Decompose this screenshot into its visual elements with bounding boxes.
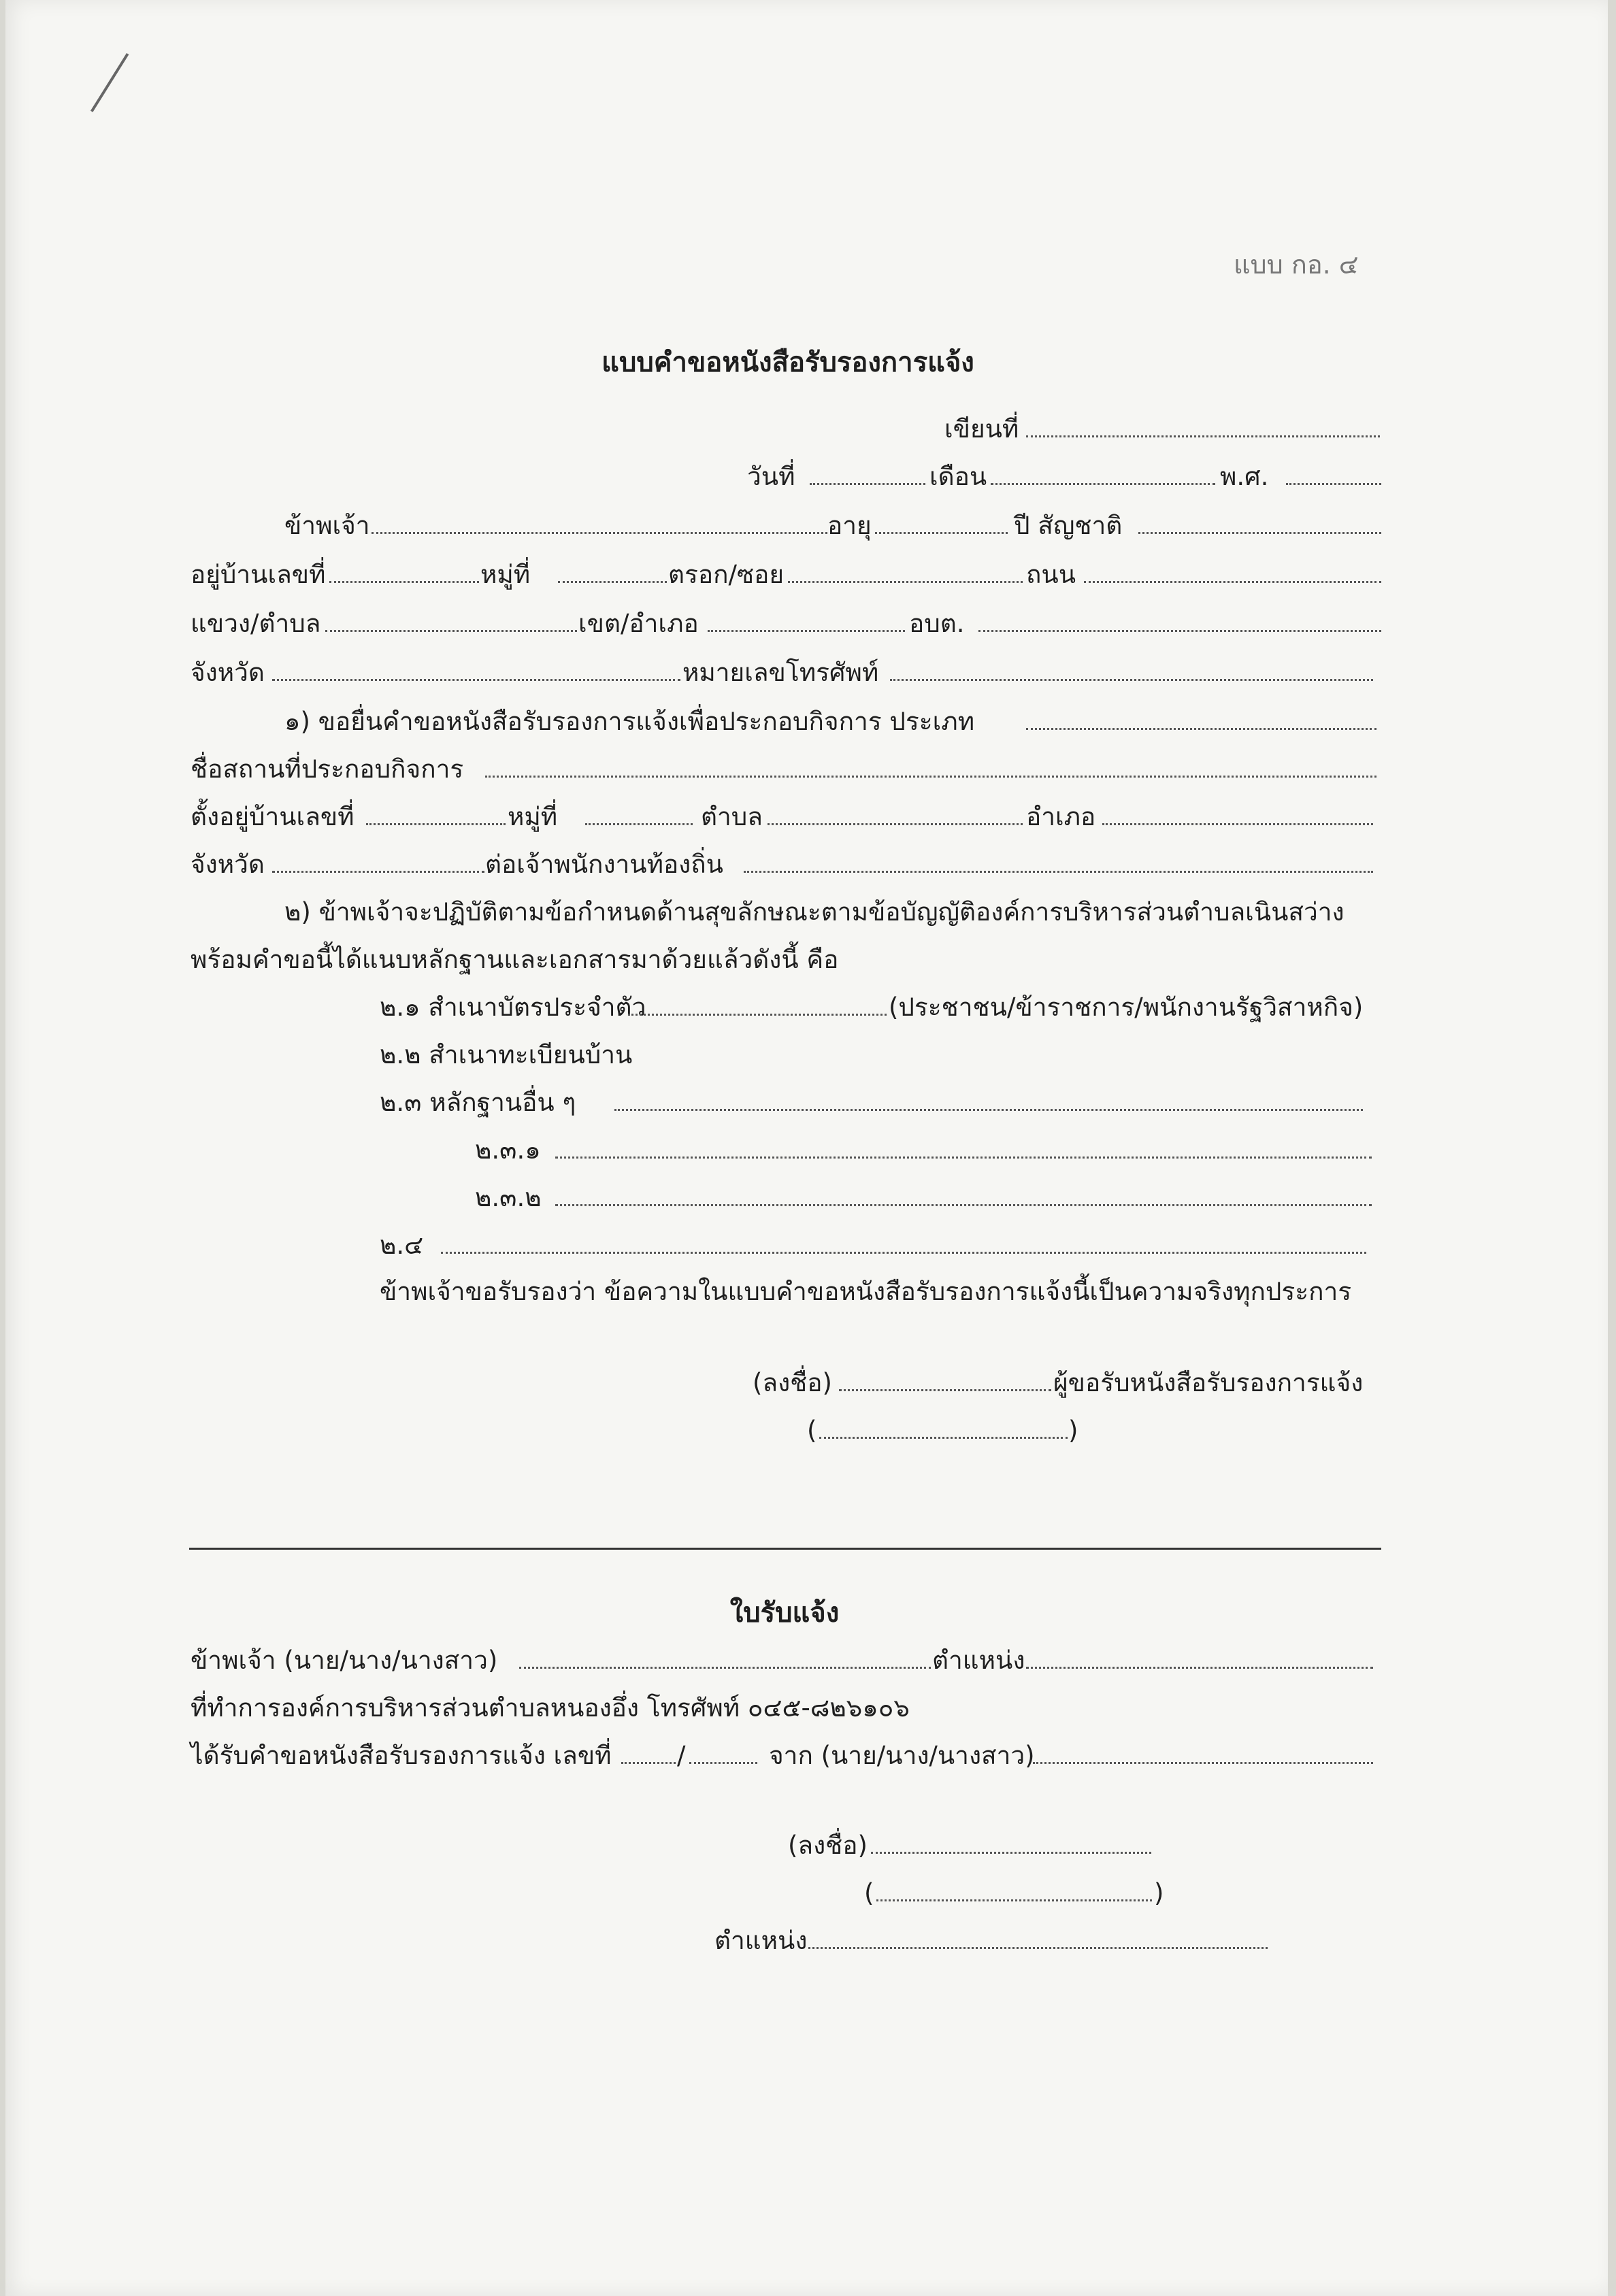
month-field[interactable] — [991, 483, 1215, 485]
sao-field[interactable] — [978, 630, 1381, 632]
year-label: พ.ศ. — [1220, 462, 1269, 491]
item23-label: ๒.๓ หลักฐานอื่น ๆ — [380, 1088, 576, 1117]
subdistrict-label: แขวง/ตำบล — [191, 609, 321, 638]
receipt-position-field[interactable] — [1026, 1667, 1373, 1669]
receipt-from-field[interactable] — [1033, 1762, 1373, 1764]
phone-label: หมายเลขโทรศัพท์ — [682, 658, 879, 687]
receipt-year-field[interactable] — [689, 1762, 757, 1764]
item231-field[interactable] — [555, 1157, 1372, 1159]
applicant-role: ผู้ขอรับหนังสือรับรองการแจ้ง — [1053, 1368, 1364, 1397]
amphoe-field[interactable] — [1102, 823, 1373, 825]
signature-field[interactable] — [839, 1389, 1051, 1391]
receipt-slash: / — [677, 1741, 686, 1770]
item2-line1: ๒) ข้าพเจ้าจะปฏิบัติตามข้อกำหนดด้านสุขลักษณะตามข้อบัญญัติองค์การบริหารส่วนตำบลเนินสว่าง — [284, 897, 1345, 927]
receipt-from-label: จาก (นาย/นาง/นางสาว) — [769, 1741, 1035, 1770]
sign-paren-close: ) — [1068, 1416, 1078, 1445]
subdistrict-field[interactable] — [325, 630, 577, 632]
item21-label: ๒.๑ สำเนาบัตรประจำตัว — [380, 993, 646, 1022]
age-field[interactable] — [875, 532, 1008, 534]
section-divider — [189, 1548, 1381, 1550]
form-code: แบบ กอ. ๔ — [1234, 250, 1359, 280]
form-title: แบบคำขอหนังสือรับรองการแจ้ง — [601, 347, 974, 378]
receipt-position-label: ตำแหน่ง — [932, 1646, 1025, 1675]
soi-field[interactable] — [788, 581, 1023, 583]
receipt-position2-field[interactable] — [808, 1947, 1268, 1949]
business-type-field[interactable] — [1026, 728, 1376, 730]
tambon-field[interactable] — [768, 823, 1023, 825]
month-label: เดือน — [929, 462, 987, 491]
receipt-paren-open: ( — [864, 1878, 874, 1908]
receipt-position2-label: ตำแหน่ง — [714, 1926, 808, 1955]
located-no-field[interactable] — [366, 823, 506, 825]
other-evidence-field[interactable] — [614, 1109, 1363, 1111]
house-no-label: อยู่บ้านเลขที่ — [191, 560, 326, 589]
phone-field[interactable] — [890, 679, 1373, 681]
item231-label: ๒.๓.๑ — [475, 1135, 541, 1165]
receipt-received-label: ได้รับคำขอหนังสือรับรองการแจ้ง เลขที่ — [191, 1741, 612, 1770]
item21-suffix: (ประชาชน/ข้าราชการ/พนักงานรัฐวิสาหกิจ) — [889, 993, 1364, 1022]
amphoe-label: อำเภอ — [1026, 802, 1096, 831]
receipt-number-field[interactable] — [621, 1762, 676, 1764]
item1-label: ๑) ขอยื่นคำขอหนังสือรับรองการแจ้งเพื่อประกอบกิจการ ประเภท — [284, 707, 975, 736]
applicant-label: ข้าพเจ้า — [284, 511, 370, 540]
id-card-field[interactable] — [628, 1014, 887, 1016]
receipt-i-label: ข้าพเจ้า (นาย/นาง/นางสาว) — [191, 1646, 498, 1675]
receipt-officer-name-field[interactable] — [519, 1667, 931, 1669]
written-at-label: เขียนที่ — [944, 414, 1019, 444]
moo2-label: หมู่ที่ — [508, 802, 558, 831]
tambon-label: ตำบล — [701, 802, 763, 831]
applicant-name-field[interactable] — [372, 532, 827, 534]
receipt-signature-field[interactable] — [871, 1852, 1151, 1854]
sign-label: (ลงชื่อ) — [753, 1368, 832, 1397]
province-label: จังหวัด — [191, 658, 265, 687]
located-no-label: ตั้งอยู่บ้านเลขที่ — [191, 802, 354, 831]
business-name-label: ชื่อสถานที่ประกอบกิจการ — [191, 754, 464, 784]
to-officer-label: ต่อเจ้าพนักงานท้องถิ่น — [485, 850, 723, 879]
province2-label: จังหวัด — [191, 850, 265, 879]
house-no-field[interactable] — [329, 581, 479, 583]
item22-label: ๒.๒ สำเนาทะเบียนบ้าน — [380, 1040, 633, 1069]
item232-field[interactable] — [555, 1204, 1372, 1206]
moo-field[interactable] — [558, 581, 667, 583]
soi-label: ตรอก/ซอย — [668, 560, 785, 589]
moo2-field[interactable] — [585, 823, 693, 825]
item24-field[interactable] — [441, 1252, 1366, 1254]
receipt-title: ใบรับแจ้ง — [729, 1597, 840, 1629]
pen-mark — [90, 53, 129, 112]
written-at-field[interactable] — [1026, 435, 1380, 437]
receipt-paren-close: ) — [1154, 1878, 1164, 1908]
to-officer-field[interactable] — [744, 871, 1373, 873]
date-field[interactable] — [810, 483, 925, 485]
item232-label: ๒.๓.๒ — [475, 1183, 542, 1212]
form-paper — [5, 0, 1608, 2296]
district-label: เขต/อำเภอ — [578, 609, 699, 638]
item24-label: ๒.๔ — [380, 1231, 424, 1260]
road-label: ถนน — [1026, 560, 1076, 589]
district-field[interactable] — [708, 630, 905, 632]
nationality-label: ปี สัญชาติ — [1014, 511, 1123, 540]
item2-line2: พร้อมคำขอนี้ได้แนบหลักฐานและเอกสารมาด้วยแล้วดังนี้ คือ — [191, 945, 839, 974]
business-name-field[interactable] — [485, 776, 1376, 778]
province2-field[interactable] — [272, 871, 484, 873]
road-field[interactable] — [1084, 581, 1381, 583]
nationality-field[interactable] — [1138, 532, 1381, 534]
province-field[interactable] — [272, 679, 680, 681]
date-label: วันที่ — [747, 462, 795, 491]
age-label: อายุ — [827, 511, 872, 540]
certify-text: ข้าพเจ้าขอรับรองว่า ข้อความในแบบคำขอหนังสือรับรองการแจ้งนี้เป็นความจริงทุกประการ — [380, 1277, 1352, 1306]
receipt-office: ที่ทำการองค์การบริหารส่วนตำบลหนองอึ่ง โทรศัพท์ ๐๔๕-๘๒๖๑๐๖ — [191, 1693, 910, 1723]
year-field[interactable] — [1286, 483, 1381, 485]
receipt-sign-label: (ลงชื่อ) — [788, 1831, 868, 1860]
receipt-printed-name-field[interactable] — [876, 1899, 1152, 1901]
moo-label: หมู่ที่ — [480, 560, 531, 589]
sign-paren-open: ( — [807, 1416, 817, 1445]
printed-name-field[interactable] — [819, 1437, 1068, 1439]
sao-label: อบต. — [909, 609, 965, 638]
